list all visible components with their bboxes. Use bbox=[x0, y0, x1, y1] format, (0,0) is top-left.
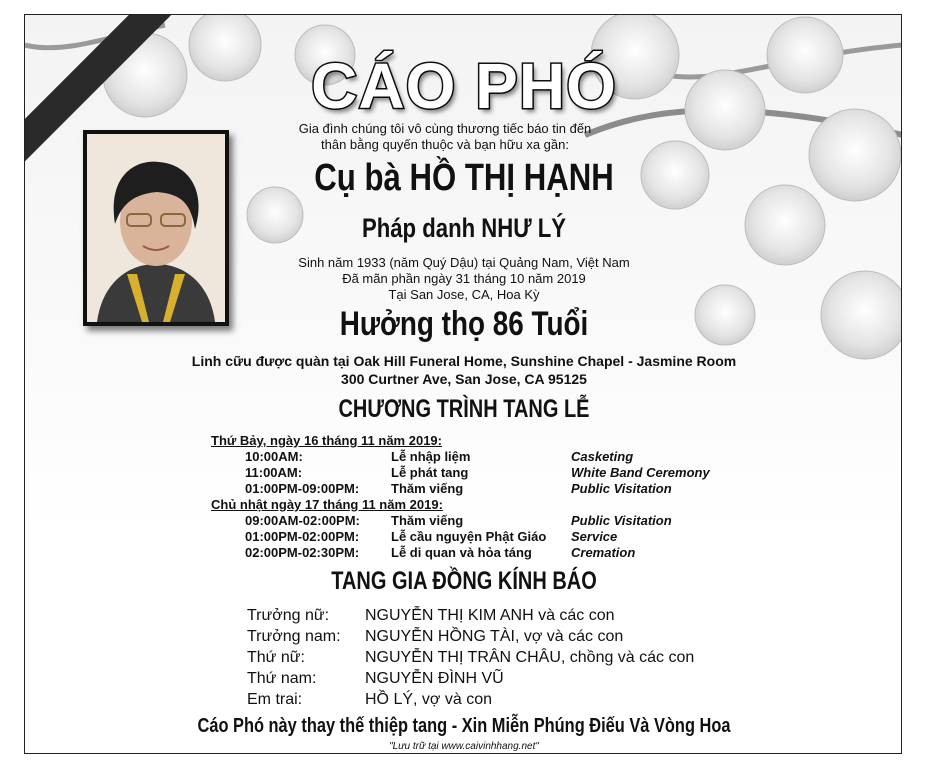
event-name-vn: Lễ nhập liệm bbox=[391, 449, 471, 464]
footer-note: Cáo Phó này thay thế thiệp tang - Xin Miễn Phúng Điếu Và Vòng Hoa bbox=[197, 715, 731, 737]
viewing-location: Linh cữu được quàn tại Oak Hill Funeral Home, Sunshine Chapel - Jasmine Room bbox=[191, 353, 737, 369]
event-name-en: Casketing bbox=[571, 449, 634, 464]
event-time: 01:00PM-09:00PM: bbox=[245, 481, 360, 496]
event-name-vn: Lễ phát tang bbox=[391, 465, 469, 480]
family-member: NGUYỄN THỊ TRÂN CHÂU, chồng và các con bbox=[365, 649, 695, 666]
event-name-en: Cremation bbox=[571, 545, 636, 560]
event-time: 11:00AM: bbox=[245, 465, 303, 480]
viewing-address: 300 Curtner Ave, San Jose, CA 95125 bbox=[341, 371, 587, 387]
birth-info: Sinh năm 1933 (năm Quý Dậu) tại Quảng Nam, Việt Nam bbox=[298, 255, 630, 270]
deceased-name: Cụ bà HỒ THỊ HẠNH bbox=[314, 157, 614, 199]
family-role: Trưởng nam: bbox=[247, 628, 341, 645]
event-name-vn: Thăm viếng bbox=[391, 513, 464, 528]
family-member: NGUYỄN ĐÌNH VŨ bbox=[365, 670, 504, 687]
page-title: CÁO PHÓ bbox=[311, 50, 617, 122]
death-place: Tại San Jose, CA, Hoa Kỳ bbox=[388, 287, 540, 302]
age-line: Hưởng thọ 86 Tuổi bbox=[339, 305, 589, 343]
event-name-en: White Band Ceremony bbox=[571, 465, 710, 480]
event-time: 01:00PM-02:00PM: bbox=[245, 529, 360, 544]
death-info: Đã mãn phần ngày 31 tháng 10 năm 2019 bbox=[342, 271, 586, 286]
schedule-date: Chủ nhật ngày 17 tháng 11 năm 2019: bbox=[211, 497, 443, 512]
intro-line-1: Gia đình chúng tôi vô cùng thương tiếc báo tin đến bbox=[298, 121, 592, 136]
family-role: Em trai: bbox=[247, 691, 303, 708]
schedule-date: Thứ Bảy, ngày 16 tháng 11 năm 2019: bbox=[211, 433, 442, 448]
dharma-name: Pháp danh NHƯ LÝ bbox=[361, 213, 567, 243]
family-role: Thứ nam: bbox=[247, 670, 317, 687]
event-name-vn: Lễ cầu nguyện Phật Giáo bbox=[391, 529, 547, 544]
event-name-en: Public Visitation bbox=[571, 481, 672, 496]
event-name-vn: Lễ di quan và hỏa táng bbox=[391, 545, 532, 560]
event-name-en: Public Visitation bbox=[571, 513, 672, 528]
family-heading: TANG GIA ĐỒNG KÍNH BÁO bbox=[331, 567, 597, 595]
family-role: Thứ nữ: bbox=[247, 649, 305, 666]
archive-credit: "Lưu trữ tại www.caivinhhang.net" bbox=[389, 741, 539, 752]
event-name-vn: Thăm viếng bbox=[391, 481, 464, 496]
program-heading: CHƯƠNG TRÌNH TANG LỄ bbox=[338, 395, 590, 423]
family-member: NGUYỄN HỒNG TÀI, vợ và các con bbox=[365, 628, 624, 645]
family-role: Trưởng nữ: bbox=[247, 607, 330, 624]
family-member: NGUYỄN THỊ KIM ANH và các con bbox=[365, 607, 615, 624]
event-name-en: Service bbox=[571, 529, 618, 544]
event-time: 02:00PM-02:30PM: bbox=[245, 545, 360, 560]
obituary-card bbox=[24, 14, 902, 754]
intro-line-2: thân bằng quyến thuộc và bạn hữu xa gần: bbox=[321, 137, 569, 152]
event-time: 10:00AM: bbox=[245, 449, 303, 464]
family-member: HỒ LÝ, vợ và con bbox=[365, 691, 492, 708]
event-time: 09:00AM-02:00PM: bbox=[245, 513, 360, 528]
